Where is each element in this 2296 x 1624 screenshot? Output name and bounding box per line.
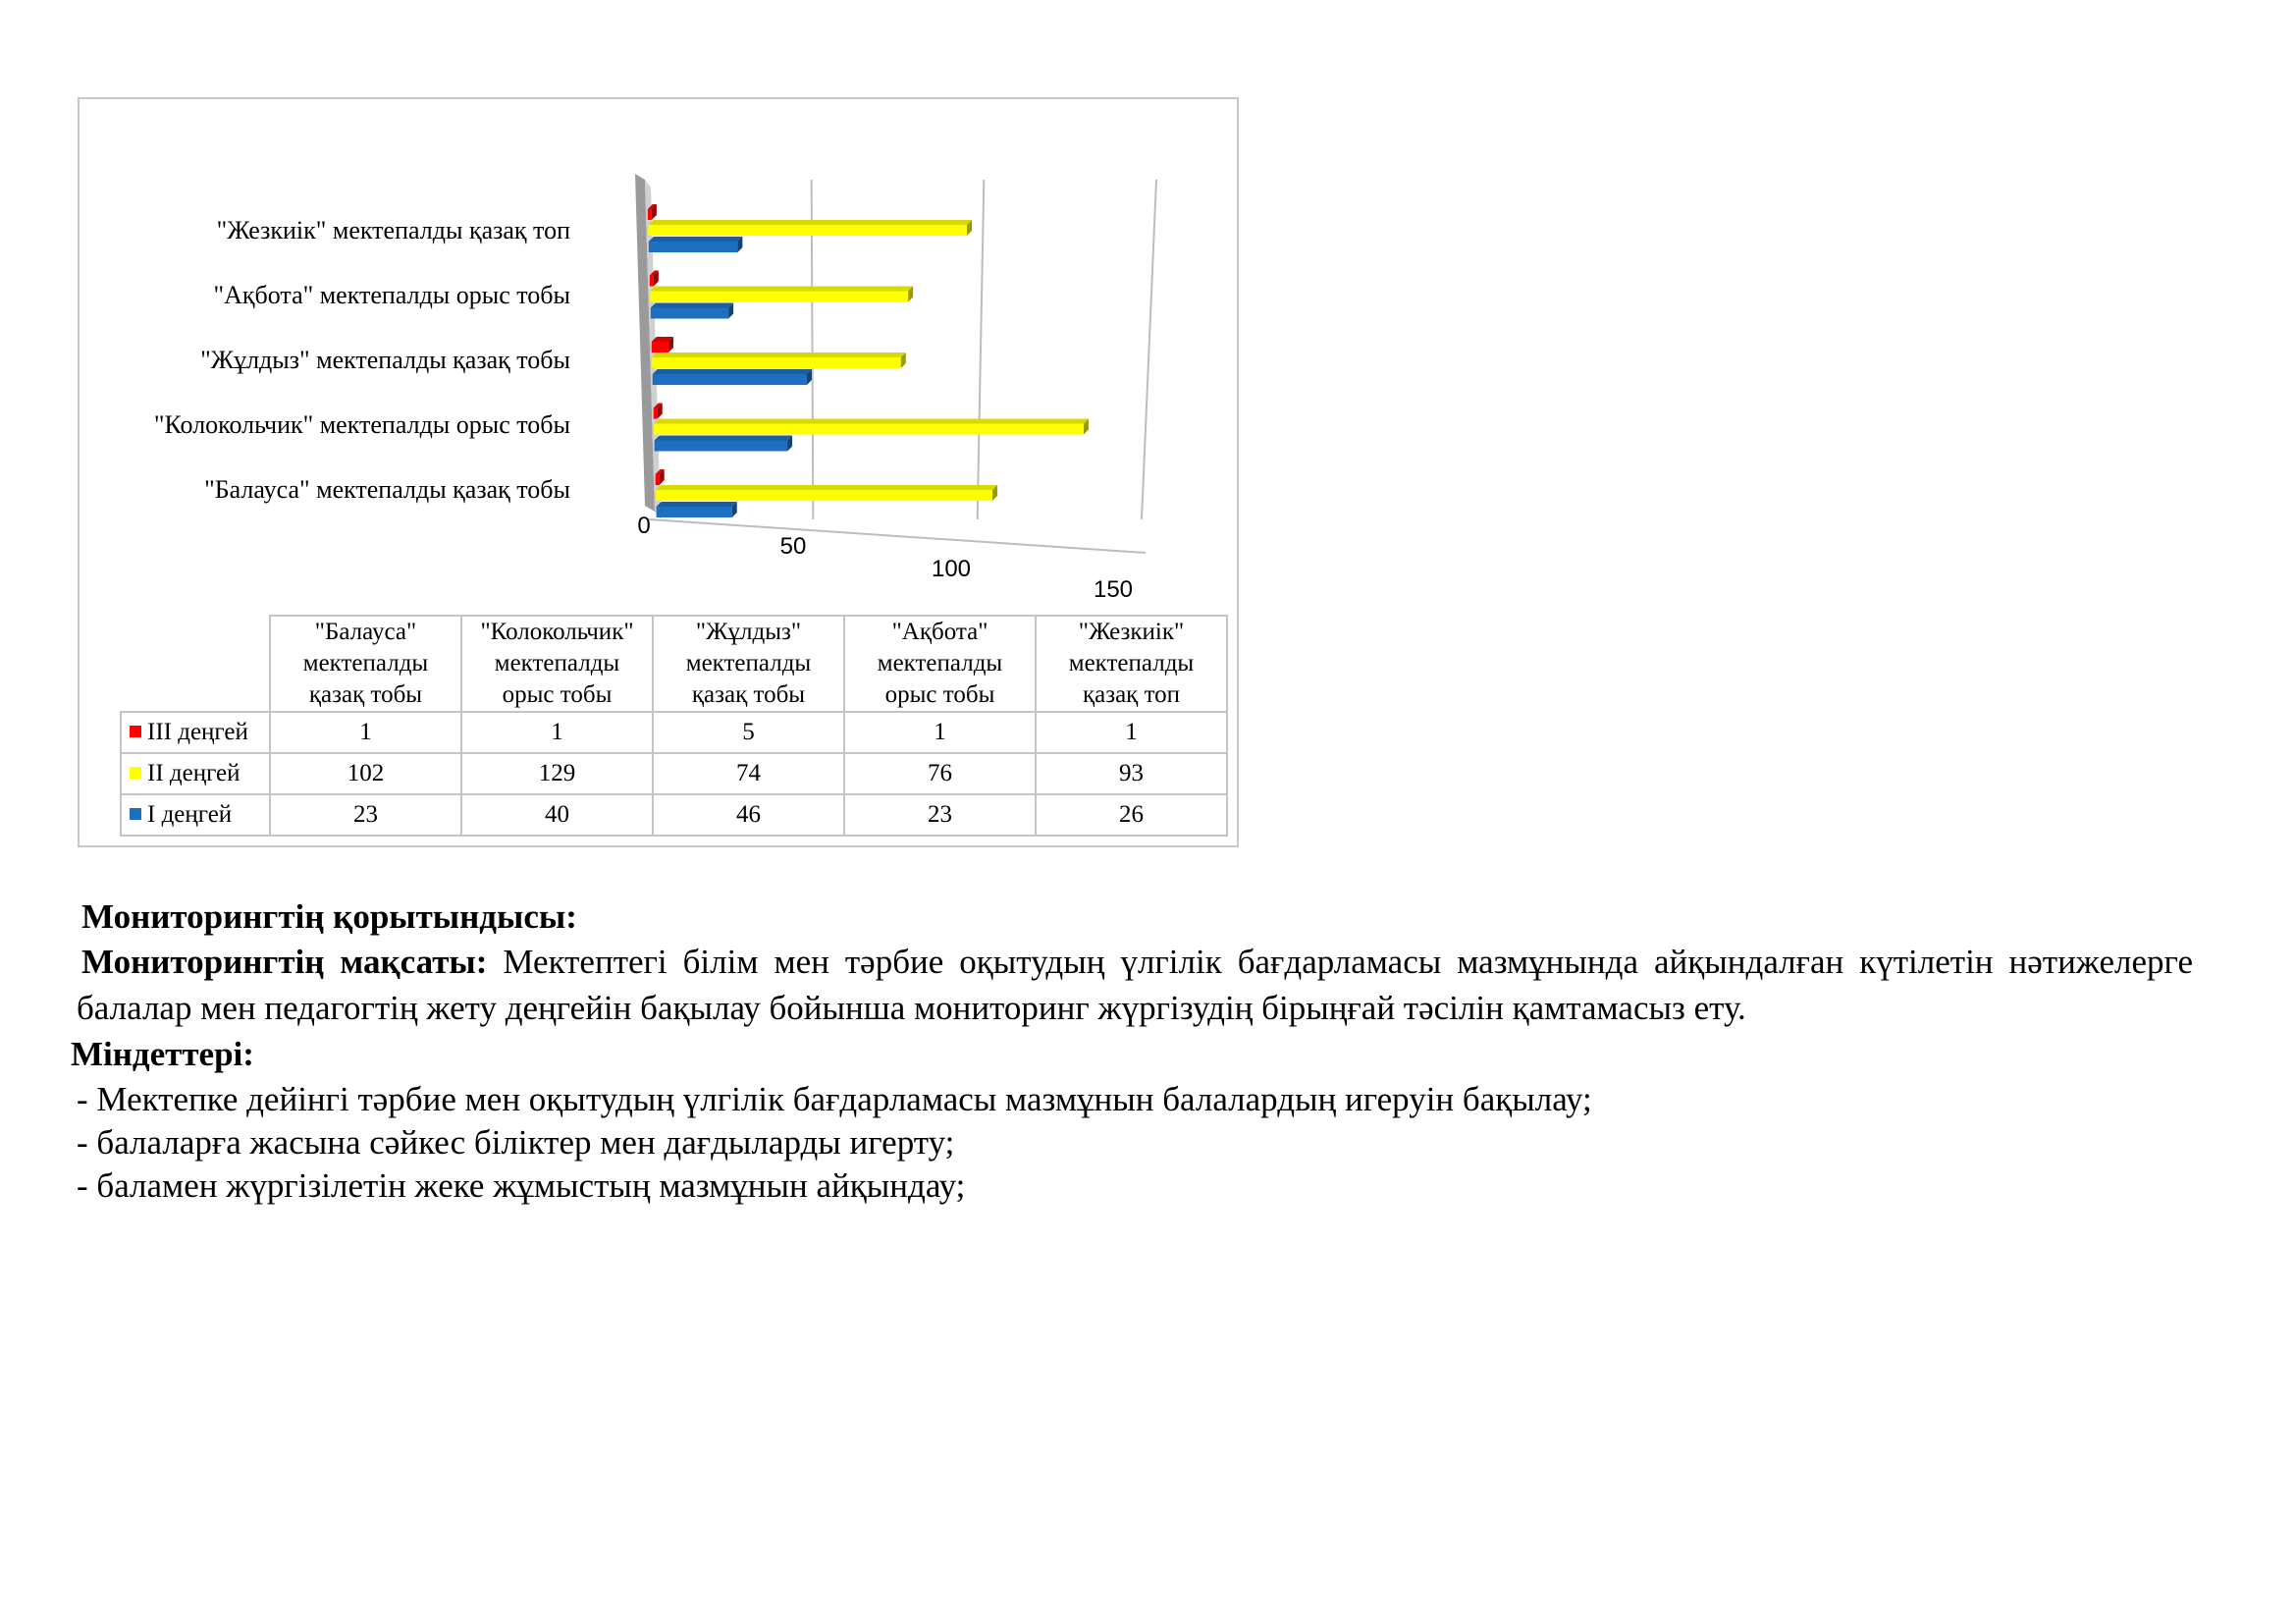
section-heading: Мониторингтің қорытындысы: bbox=[81, 897, 577, 936]
table-cell: 40 bbox=[461, 794, 653, 836]
table-cell: 129 bbox=[461, 753, 653, 794]
bar-top-face bbox=[648, 220, 972, 225]
table-cell: 26 bbox=[1036, 794, 1227, 836]
bar bbox=[653, 374, 807, 385]
task-list-item: - Мектепке дейінгі тәрбие мен оқытудың үлгілік бағдарламасы мазмұнын балалардың игеруін бақылау; bbox=[77, 1080, 1592, 1118]
bar-top-face bbox=[656, 485, 997, 490]
table-row-level-1 bbox=[121, 794, 1227, 836]
legend-swatch-red bbox=[130, 726, 141, 737]
bar-top-face bbox=[657, 502, 737, 507]
bar-top-face bbox=[654, 419, 1089, 424]
table-cell: 74 bbox=[653, 753, 844, 794]
table-cell: 5 bbox=[653, 712, 844, 753]
table-cell: 102 bbox=[270, 753, 461, 794]
x-tick-label: 50 bbox=[779, 533, 807, 560]
table-corner bbox=[121, 616, 270, 712]
legend-entry-level-2: II деңгей bbox=[121, 753, 270, 794]
bar-top-face bbox=[655, 436, 792, 441]
bar bbox=[648, 209, 652, 220]
bar bbox=[649, 242, 738, 252]
category-label: "Жұлдыз" мектепалды қазақ тобы bbox=[200, 346, 570, 374]
bar-top-face bbox=[653, 369, 812, 374]
bar bbox=[648, 225, 967, 236]
bar bbox=[650, 276, 654, 287]
bar-top-face bbox=[649, 237, 743, 242]
goal-label: Мониторингтің мақсаты: bbox=[81, 943, 488, 981]
goal-paragraph bbox=[77, 939, 2193, 1031]
table-cell: 93 bbox=[1036, 753, 1227, 794]
category-label: "Жезкиік" мектепалды қазақ топ bbox=[216, 216, 570, 244]
table-row-level-2 bbox=[121, 753, 1227, 794]
category-label: "Балауса" мектепалды қазақ тобы bbox=[204, 475, 570, 504]
goal-text: Мектептегі білім мен тәрбие оқытудың үлгілік бағдарламасы мазмұнында айқындалған күтілетін нәтижелерге балалар мен педагогтің жету деңгейін бақылау бойынша мониторинг жүргізудің бірыңғай тәсілін қамтамасыз ету. bbox=[77, 943, 2193, 1027]
table-cell: 23 bbox=[270, 794, 461, 836]
bar-top-face bbox=[651, 303, 733, 308]
x-tick-label: 0 bbox=[637, 513, 651, 539]
legend-swatch-blue bbox=[130, 808, 141, 820]
table-cell: 46 bbox=[653, 794, 844, 836]
legend-entry-level-3: III деңгей bbox=[121, 712, 270, 753]
table-header-cell: "Балауса" мектепалды қазақ тобы bbox=[270, 616, 461, 712]
bar bbox=[652, 342, 668, 352]
gridline bbox=[978, 180, 985, 519]
bar-top-face bbox=[652, 352, 906, 357]
bar bbox=[654, 424, 1084, 435]
bar bbox=[651, 308, 728, 319]
table-cell: 1 bbox=[461, 712, 653, 753]
chart-floor-line bbox=[649, 519, 1146, 553]
table-cell: 1 bbox=[1036, 712, 1227, 753]
task-list-item: - баламен жүргізілетін жеке жұмыстың мазмұнын айқындау; bbox=[77, 1166, 966, 1205]
bar bbox=[650, 292, 908, 302]
table-cell: 1 bbox=[270, 712, 461, 753]
table-header-cell: "Жұлдыз" мектепалды қазақ тобы bbox=[653, 616, 844, 712]
table-cell: 76 bbox=[844, 753, 1036, 794]
table-cell: 23 bbox=[844, 794, 1036, 836]
x-tick-label: 100 bbox=[931, 556, 972, 582]
bar bbox=[654, 408, 658, 419]
x-tick-label: 150 bbox=[1093, 576, 1134, 603]
table-row-level-3 bbox=[121, 712, 1227, 753]
legend-entry-level-1: I деңгей bbox=[121, 794, 270, 836]
category-label: "Колокольчик" мектепалды орыс тобы bbox=[153, 410, 570, 439]
gridline bbox=[1142, 180, 1156, 519]
task-list-item: - балаларға жасына сәйкес біліктер мен дағдыларды игерту; bbox=[77, 1123, 955, 1162]
table-header-cell: "Ақбота" мектепалды орыс тобы bbox=[844, 616, 1036, 712]
table-header-cell: "Колокольчик" мектепалды орыс тобы bbox=[461, 616, 653, 712]
legend-swatch-yellow bbox=[130, 767, 141, 779]
table-header-cell: "Жезкиік" мектепалды қазақ топ bbox=[1036, 616, 1227, 712]
bar-top-face bbox=[650, 287, 913, 292]
chart-data-table bbox=[120, 615, 1228, 837]
bar bbox=[656, 490, 992, 501]
bar bbox=[652, 357, 901, 368]
category-label: "Ақбота" мектепалды орыс тобы bbox=[213, 281, 570, 309]
bar bbox=[656, 474, 660, 485]
bar bbox=[655, 441, 787, 452]
table-header-row bbox=[121, 616, 1227, 712]
bar bbox=[657, 507, 732, 517]
table-cell: 1 bbox=[844, 712, 1036, 753]
tasks-heading: Міндеттері: bbox=[71, 1035, 254, 1073]
